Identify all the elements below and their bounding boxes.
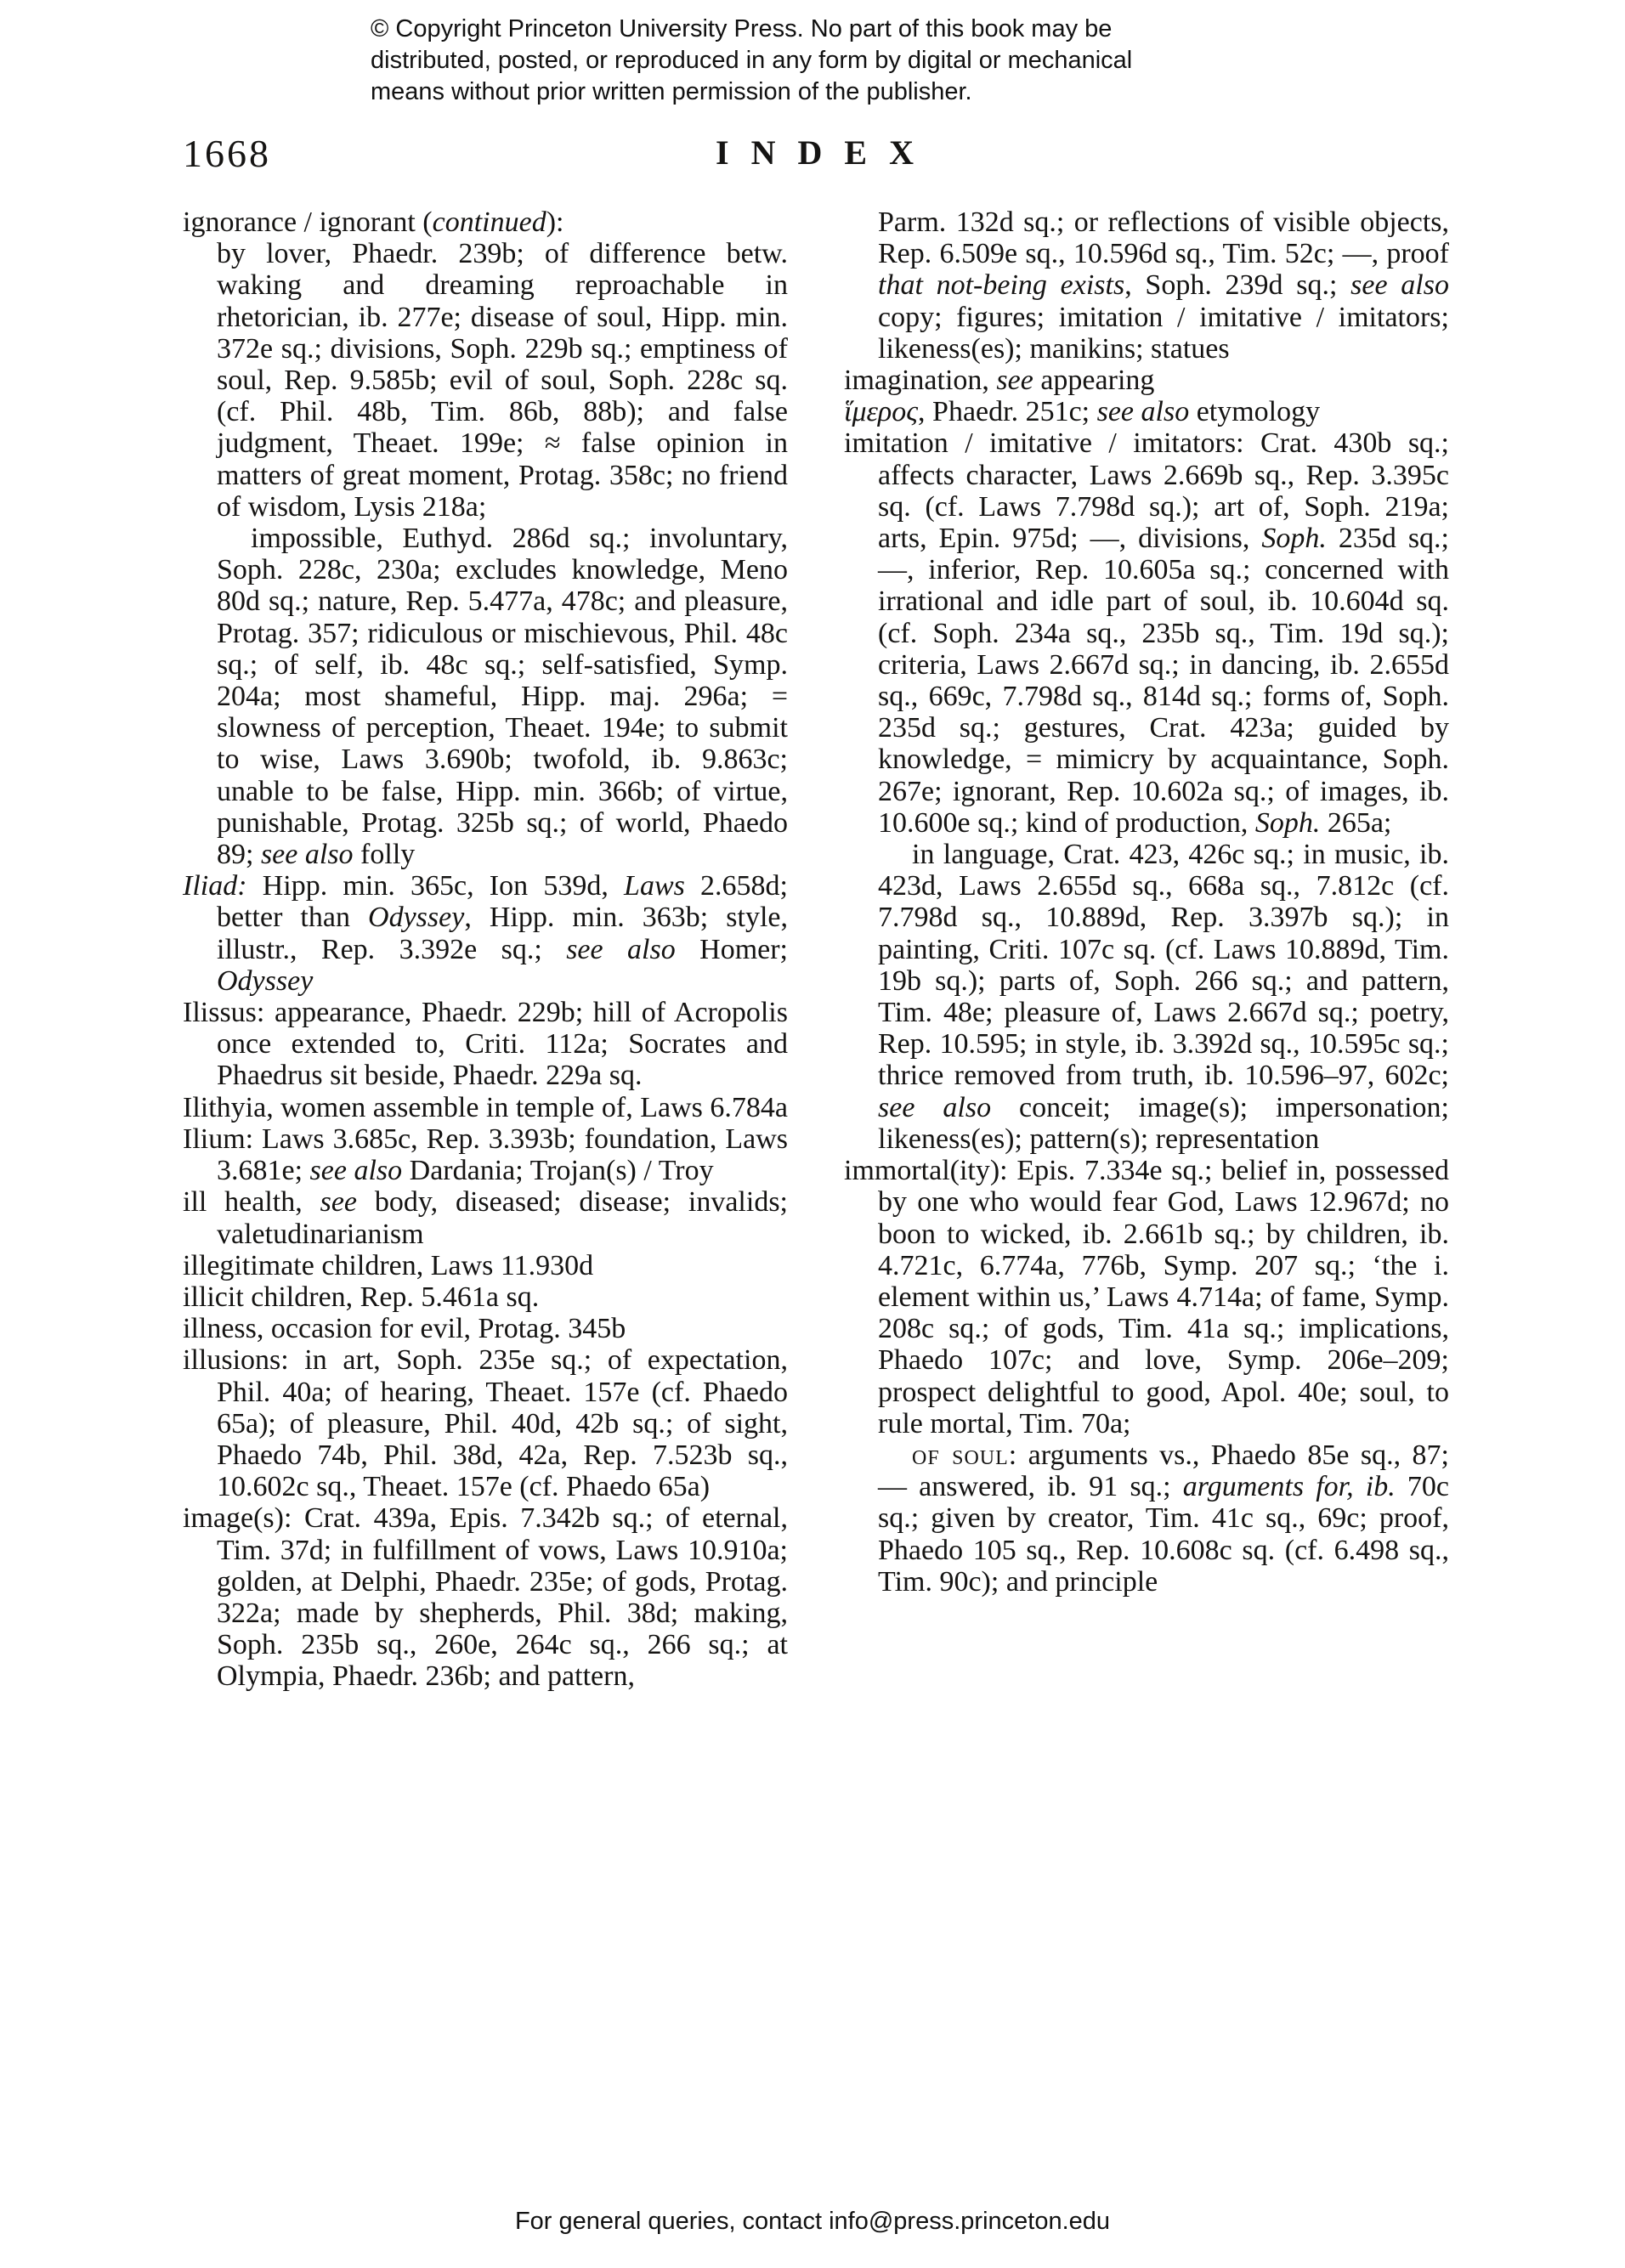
index-entry: Ilissus: appearance, Phaedr. 229b; hill of Acropolis once extended to, Criti. 112a; Socrates and Phaedrus sit beside, Phaedr. 229a sq. bbox=[183, 997, 788, 1092]
index-columns bbox=[183, 206, 1449, 2246]
index-entry: by lover, Phaedr. 239b; of difference betw. waking and dreaming reproachable in rhetorician, ib. 277e; disease of soul, Hipp. min. 372e sq.; divisions, Soph. 229b sq.; emptiness of soul, Rep. 9.585b; evil of soul, Soph. 228c sq. (cf. Phil. 48b, Tim. 86b, 88b); and false judgment, Theaet. 199e; ≈ false opinion in matters of great moment, Protag. 358c; no friend of wisdom, Lysis 218a; bbox=[217, 238, 788, 523]
footer-note: For general queries, contact info@press.princeton.edu bbox=[514, 2208, 1111, 2235]
index-entry: ἵμερος, Phaedr. 251c; see also etymology bbox=[844, 396, 1321, 428]
index-entry: in language, Crat. 423, 426c sq.; in music, ib. 423d, Laws 2.655d sq., 668a sq., 7.812c (cf. 7.798d sq., 10.889d, Rep. 3.397b sq.); in painting, Criti. 107c sq. (cf. Laws 10.889d, Tim. 19b sq.); parts of, Soph. 266 sq.; and pattern, Tim. 48e; pleasure of, Laws 2.667d sq.; poetry, Rep. 10.595; in style, ib. 3.392d sq., 10.595c sq.; thrice removed from truth, ib. 10.596–97, 602c; see also conceit; image(s); impersonation; likeness(es); pattern(s); representation bbox=[878, 839, 1449, 1155]
page-header bbox=[183, 126, 1447, 185]
copyright-notice: © Copyright Princeton University Press. No part of this book may be distributed, posted, or reproduced in any form by digital or mechanical means without prior written permission of the publisher. bbox=[371, 15, 1133, 105]
index-entry: illusions: in art, Soph. 235e sq.; of expectation, Phil. 40a; of hearing, Theaet. 157e (cf. Phaedo 65a); of pleasure, Phil. 40d, 42b sq.; of sight, Phaedo 74b, Phil. 38d, 42a, Rep. 7.523b sq., 10.602c sq., Theaet. 157e (cf. Phaedo 65a) bbox=[183, 1344, 788, 1503]
index-entry: imitation / imitative / imitators: Crat. 430b sq.; affects character, Laws 2.669b sq., Rep. 3.395c sq. (cf. Laws 7.798d sq.); art of, Soph. 219a; arts, Epin. 975d; —, divisions, Soph. 235d sq.; —, inferior, Rep. 10.605a sq.; concerned with irrational and idle part of soul, ib. 10.604d sq. (cf. Soph. 234a sq., 235b sq., Tim. 19d sq.); criteria, Laws 2.667d sq.; in dancing, ib. 2.655d sq., 669c, 7.798d sq., 814d sq.; forms of, Soph. 235d sq.; gestures, Crat. 423a; guided by knowledge, = mimicry by acquaintance, Soph. 267e; ignorant, Rep. 10.602a sq.; of images, ib. 10.600e sq.; kind of production, Soph. 265a; bbox=[844, 427, 1449, 839]
index-entry: imagination, see appearing bbox=[844, 365, 1155, 397]
index-entry: Ilium: Laws 3.685c, Rep. 3.393b; foundation, Laws 3.681e; see also Dardania; Trojan(s) / Troy bbox=[183, 1123, 788, 1187]
index-entry: immortal(ity): Epis. 7.334e sq.; belief in, possessed by one who would fear God, Laws 12.967d; no boon to wicked, ib. 2.661b sq.; by children, ib. 4.721c, 6.774a, 776b, Symp. 207 sq.; ‘the i. element within us,’ Laws 4.714a; of fame, Symp. 208c sq.; of gods, Tim. 41a sq.; implications, Phaedo 107c; and love, Symp. 206e–209; prospect delightful to good, Apol. 40e; soul, to rule mortal, Tim. 70a; bbox=[844, 1155, 1449, 1439]
index-entry: impossible, Euthyd. 286d sq.; involuntary, Soph. 228c, 230a; excludes knowledge, Meno 80d sq.; nature, Rep. 5.477a, 478c; and pleasure, Protag. 357; ridiculous or mischievous, Phil. 48c sq.; of self, ib. 48c sq.; self-satisfied, Symp. 204a; most shameful, Hipp. maj. 296a; = slowness of perception, Theaet. 194e; to submit to wise, Laws 3.690b; twofold, ib. 9.863c; unable to be false, Hipp. min. 366b; of virtue, punishable, Protag. 325b sq.; of world, Phaedo 89; see also folly bbox=[217, 523, 788, 871]
left-column bbox=[183, 206, 788, 1693]
index-entry: illegitimate children, Laws 11.930d bbox=[183, 1249, 594, 1281]
index-entry: ignorance / ignorant (continued): bbox=[183, 206, 564, 238]
page-number: 1668 bbox=[183, 132, 271, 175]
right-column bbox=[844, 206, 1449, 1598]
index-entry: illness, occasion for evil, Protag. 345b bbox=[183, 1313, 626, 1345]
index-entry: image(s): Crat. 439a, Epis. 7.342b sq.; of eternal, Tim. 37d; in fulfillment of vows, Laws 10.910a; golden, at Delphi, Phaedr. 235e; of gods, Protag. 322a; made by shepherds, Phil. 38d; making, Soph. 235b sq., 260e, 264c sq., 266 sq.; at Olympia, Phaedr. 236b; and pattern, bbox=[183, 1502, 788, 1693]
index-entry: of soul: arguments vs., Phaedo 85e sq., 87; — answered, ib. 91 sq.; arguments for, ib. 70c sq.; given by creator, Tim. 41c sq., 69c; proof, Phaedo 105 sq., Rep. 10.608c sq. (cf. 6.498 sq., Tim. 90c); and principle bbox=[878, 1439, 1449, 1598]
index-entry: Parm. 132d sq.; or reflections of visible objects, Rep. 6.509e sq., 10.596d sq., Tim. 52c; —, proof that not-being exists, Soph. 239d sq.; see also copy; figures; imitation / imitative / imitators; likeness(es); manikins; statues bbox=[878, 206, 1449, 365]
index-entry: ill health, see body, diseased; disease; invalids; valetudinarianism bbox=[183, 1186, 789, 1250]
index-entry: Iliad: Hipp. min. 365c, Ion 539d, Laws 2.658d; better than Odyssey, Hipp. min. 363b; style, illustr., Rep. 3.392e sq.; see also Homer; Odyssey bbox=[183, 870, 789, 997]
page-title: INDEX bbox=[716, 133, 936, 172]
index-entry: illicit children, Rep. 5.461a sq. bbox=[183, 1281, 540, 1313]
index-entry: Ilithyia, women assemble in temple of, Laws 6.784a bbox=[183, 1091, 788, 1123]
